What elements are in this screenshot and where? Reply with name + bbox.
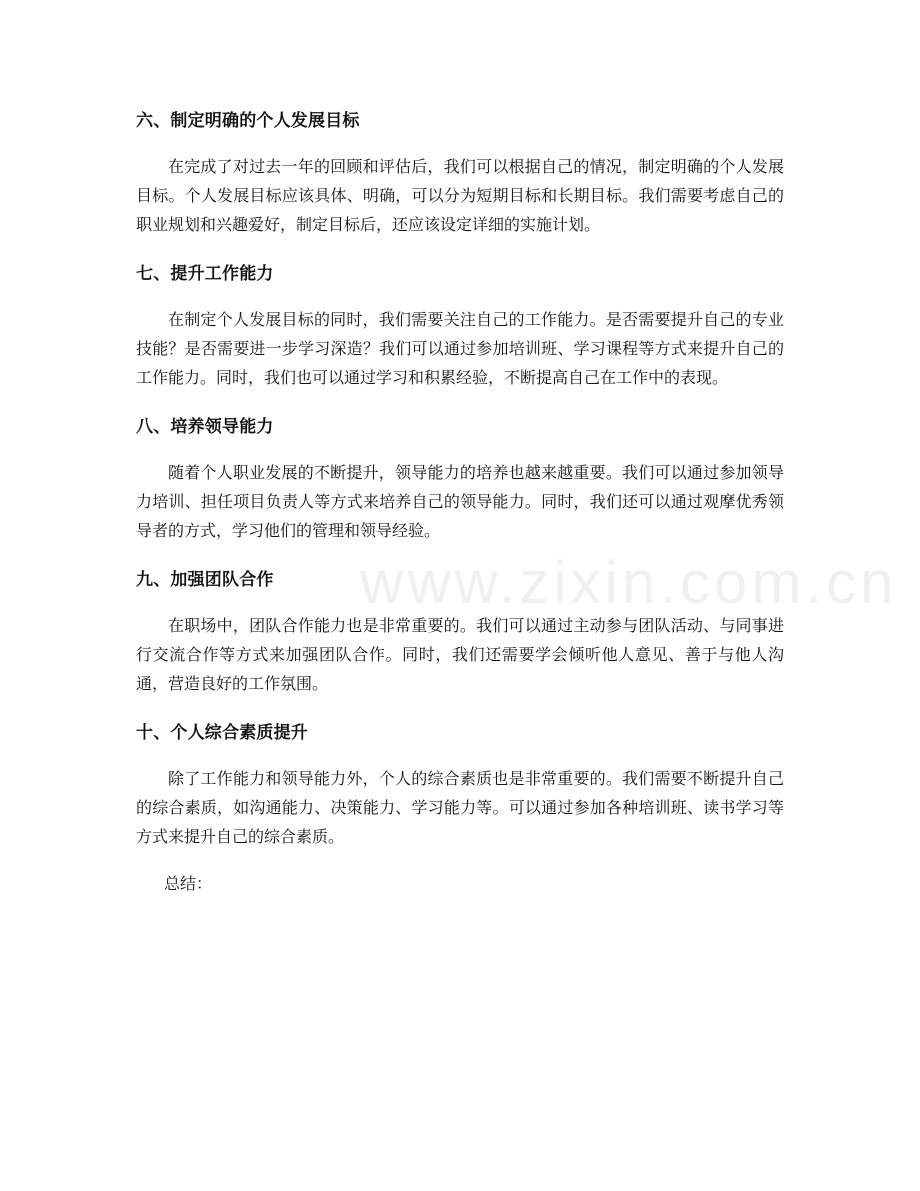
section-heading: 八、培养领导能力: [136, 417, 274, 437]
section-7: [136, 257, 784, 392]
section-heading: 九、加强团队合作: [136, 570, 274, 590]
section-paragraph: 除了工作能力和领导能力外，个人的综合素质也是非常重要的。我们需要不断提升自己的综合素质，如沟通能力、决策能力、学习能力等。可以通过参加各种培训班、读书学习等方式来提升自己的综合素质。: [136, 769, 784, 846]
section-heading: 六、制定明确的个人发展目标: [136, 111, 360, 131]
section-heading: 七、提升工作能力: [136, 264, 274, 284]
section-paragraph: 在制定个人发展目标的同时，我们需要关注自己的工作能力。是否需要提升自己的专业技能？是否需要进一步学习深造？我们可以通过参加培训班、学习课程等方式来提升自己的工作能力。同时，我们也可以通过学习和积累经验，不断提高自己在工作中的表现。: [136, 310, 784, 387]
watermark: www.zixin.com.cn: [360, 549, 898, 616]
section-heading: 十、个人综合素质提升: [136, 723, 308, 743]
document-content: [136, 104, 784, 899]
section-9: [136, 563, 784, 698]
section-8: [136, 410, 784, 545]
section-paragraph: 在职场中，团队合作能力也是非常重要的。我们可以通过主动参与团队活动、与同事进行交流合作等方式来加强团队合作。同时，我们还需要学会倾听他人意见、善于与他人沟通，营造良好的工作氛围。: [136, 616, 784, 693]
section-10: [136, 716, 784, 851]
section-paragraph: 在完成了对过去一年的回顾和评估后，我们可以根据自己的情况，制定明确的个人发展目标。个人发展目标应该具体、明确，可以分为短期目标和长期目标。我们需要考虑自己的职业规划和兴趣爱好，制定目标后，还应该设定详细的实施计划。: [136, 157, 784, 234]
section-paragraph: 随着个人职业发展的不断提升，领导能力的培养也越来越重要。我们可以通过参加领导力培训、担任项目负责人等方式来培养自己的领导能力。同时，我们还可以通过观摩优秀领导者的方式，学习他们的管理和领导经验。: [136, 463, 784, 540]
section-6: [136, 104, 784, 239]
summary-label: 总结：: [164, 874, 213, 893]
